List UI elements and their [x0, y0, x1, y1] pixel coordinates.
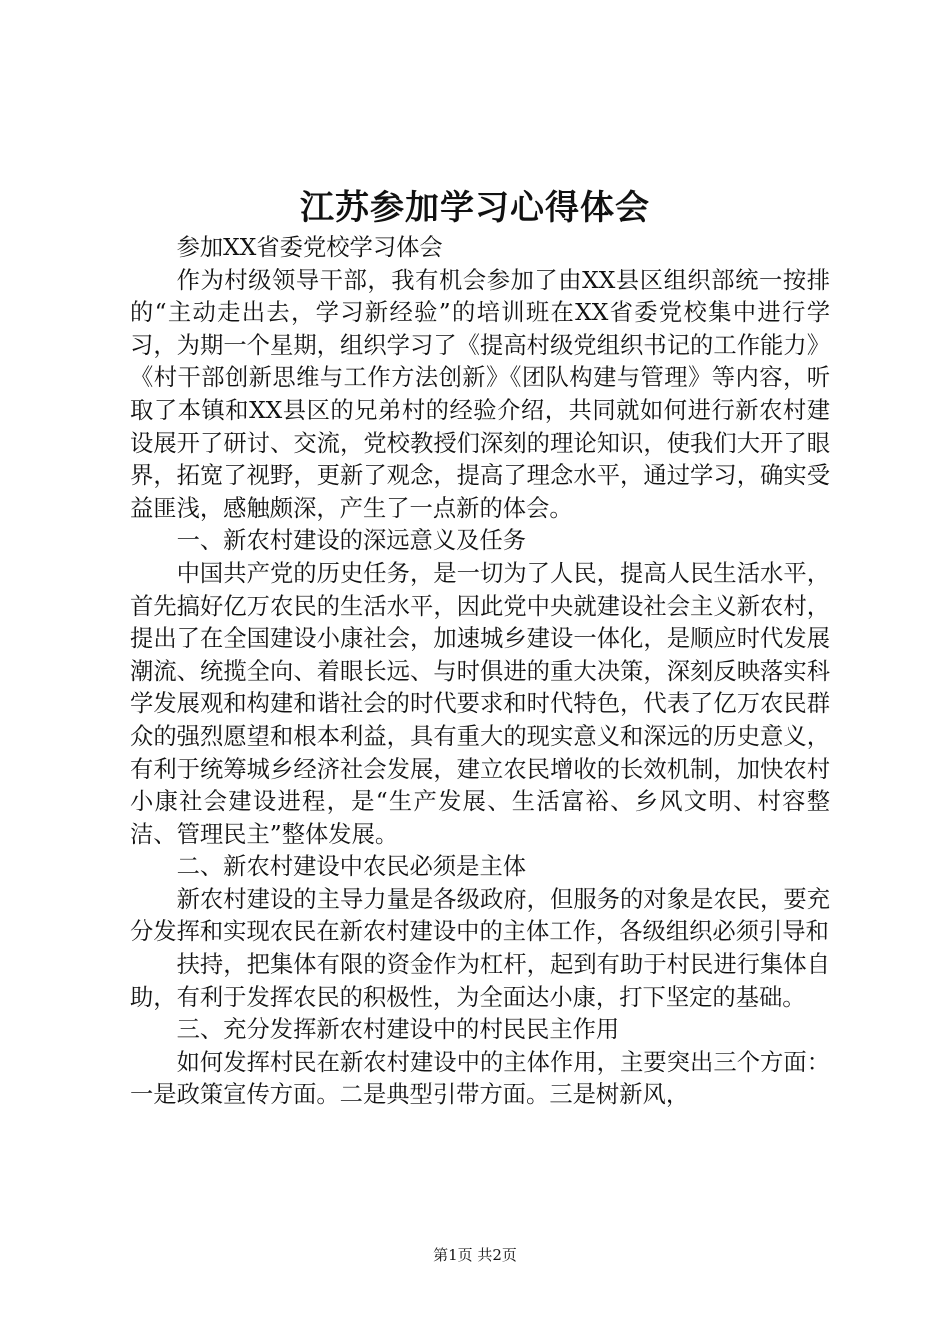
section-heading-2: 二、新农村建设中农民必须是主体: [176, 853, 527, 881]
page-footer: 第1页 共2页: [433, 1246, 517, 1264]
paragraph: 扶持，把集体有限的资金作为杠杆，起到有助于村民进行集体自助，有利于发挥农民的积极性，为全面达小康，打下坚定的基础。: [130, 951, 830, 1011]
paragraph-intro-heading: 参加XX省委党校学习体会: [176, 234, 443, 261]
paragraph: 中国共产党的历史任务，是一切为了人民，提高人民生活水平，首先搞好亿万农民的生活水平，因此党中央就建设社会主义新农村，提出了在全国建设小康社会，加速城乡建设一体化，是顺应时代发展潮流、统揽全向、着眼长远、与时俱进的重大决策，深刻反映落实科学发展观和构建和谐社会的时代要求和时代特色，代表了亿万农民群众的强烈愿望和根本利益，具有重大的现实意义和深远的历史意义，有利于统筹城乡经济社会发展，建立农民增收的长效机制，加快农村小康社会建设进程，是“生产发展、生活富裕、乡风文明、村容整洁、管理民主”整体发展。: [130, 559, 830, 848]
section-heading-1: 一、新农村建设的深远意义及任务: [176, 527, 527, 555]
paragraph: 新农村建设的主导力量是各级政府，但服务的对象是农民，要充分发挥和实现农民在新农村建设中的主体工作，各级组织必须引导和: [130, 885, 830, 946]
document-body: [130, 232, 830, 1112]
section-heading-3: 三、充分发挥新农村建设中的村民民主作用: [176, 1016, 620, 1044]
paragraph: 作为村级领导干部，我有机会参加了由XX县区组织部统一按排的“主动走出去，学习新经验”的培训班在XX省委党校集中进行学习，为期一个星期，组织学习了《提高村级党组织书记的工作能力》《村干部创新思维与工作方法创新》《团队构建与管理》等内容，听取了本镇和XX县区的兄弟村的经验介绍，共同就如何进行新农村建设展开了研讨、交流，党校教授们深刻的理论知识，使我们大开了眼界，拓宽了视野，更新了观念，提高了理念水平，通过学习，确实受益匪浅，感触颇深，产生了一点新的体会。: [130, 266, 830, 522]
document-title: 江苏参加学习心得体会: [300, 188, 650, 228]
paragraph: 如何发挥村民在新农村建设中的主体作用，主要突出三个方面：一是政策宣传方面。二是典型引带方面。三是树新风，: [130, 1048, 830, 1109]
